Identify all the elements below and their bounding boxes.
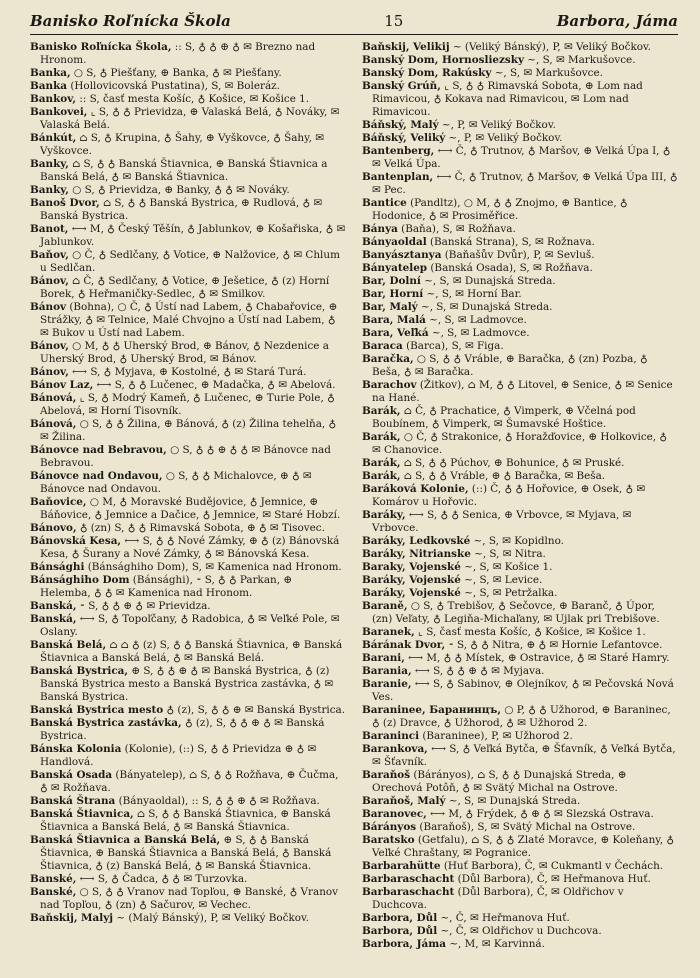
entry-headword: Bara, Veľká: [362, 327, 429, 339]
entry-details: ~, Č, ✉ Oldřichov u Duchcova.: [437, 925, 602, 937]
column-right: [362, 41, 678, 951]
entry-details: (Banská Osada), S, ✉ Rožňava.: [427, 262, 593, 274]
entry-headword: Barbora, Jáma: [362, 938, 447, 950]
entry-details: ○ S, ♁ Trebišov, ♁ Sečovce, ⊕ Baranč, ♁ Úpor, (zn) Veľaty, ♁ Legiňa-Michaľany, ✉ Ujlak pri Trebišove.: [372, 600, 660, 625]
entry-details: ⌂ ⌂ ♁ (z) S, ♁ ♁ Banská Štiavnica, ⊕ Banská Štiavnica a Banská Belá, ♁ ✉ Banská Belá.: [40, 639, 343, 664]
gazetteer-entry: [30, 80, 346, 93]
entry-headword: Bánsághi: [30, 561, 85, 573]
entry-headword: Banská Štiavnica a Banská Belá,: [30, 834, 221, 846]
entry-headword: Baraně,: [362, 600, 408, 612]
gazetteer-entry: [30, 301, 346, 340]
gazetteer-entry: [30, 613, 346, 639]
gazetteer-entry: [362, 795, 678, 808]
entry-headword: Barania,: [362, 665, 412, 677]
entry-headword: Barák,: [362, 470, 401, 482]
entry-details: ⊕ S, ♁ ♁ Banská Štiavnica, ⊕ Banská Štiavnica a Banská Belá, ♁ Banská Štiavnica, ♁ (z) Banská Belá, ♁ ✉ Banská Štiavnica.: [40, 834, 332, 872]
entry-details: ○ M, ♁ ♁ Uherský Brod, ⊕ Bánov, ♁ Nezdenice a Uherský Brod, ♁ Uherský Brod, ✉ Bánov.: [40, 340, 329, 365]
gazetteer-entry: [30, 41, 346, 67]
gazetteer-entry: [362, 912, 678, 925]
entry-details: ○ Č, ♁ Strakonice, ♁ Horažďovice, ⊕ Holkovice, ♁ ✉ Chanovice.: [372, 431, 667, 456]
entry-headword: Banka,: [30, 67, 71, 79]
entry-details: ~, S, ✉ Horní Bar.: [423, 288, 522, 300]
gazetteer-entry: [30, 873, 346, 886]
entry-headword: Banyásztanya: [362, 249, 442, 261]
gazetteer-entry: [30, 223, 346, 249]
entry-details: ⟷ Č, ♁ Trutnov, ♁ Maršov, ⊕ Velká Úpa I, ♁ ✉ Velká Úpa.: [372, 145, 671, 170]
entry-details: ○ M, ♁ Moravské Budějovice, ♁ Jemnice, ⊕ Báňovice, ♁ Jemnice a Dačice, ♁ Jemnice, ✉ Staré Hobzí.: [40, 496, 341, 521]
entry-headword: Bárányos: [362, 821, 417, 833]
gazetteer-entry: [30, 912, 346, 925]
entry-headword: Barák,: [362, 431, 401, 443]
gazetteer-entry: [362, 67, 678, 80]
gazetteer-entry: [30, 639, 346, 665]
entry-headword: Banské,: [30, 873, 77, 885]
entry-details: ~, S, ✉ Ladmovce.: [428, 327, 530, 339]
entry-details: ~, S, ✉ Petržalka.: [460, 587, 558, 599]
entry-headword: Baraninci: [362, 730, 420, 742]
entry-details: ⌂ Č, ♁ Prachatice, ♁ Vimperk, ⊕ Včelná pod Boubínem, ♁ Vimperk, ✉ Šumavské Hoštice.: [372, 405, 636, 430]
gazetteer-entry: [362, 561, 678, 574]
gazetteer-entry: [30, 834, 346, 873]
gazetteer-entry: [362, 665, 678, 678]
entry-headword: Bar, Malý: [362, 301, 418, 313]
entry-headword: Bantenplan,: [362, 171, 434, 183]
entry-headword: Bánov,: [30, 340, 69, 352]
entry-details: (Pandltz), ○ M, ♁ ♁ Znojmo, ⊕ Bantice, ♁ Hodonice, ♁ ✉ Prosiměřice.: [372, 197, 628, 222]
entry-headword: Baráky, Vojenské: [362, 574, 461, 586]
entry-headword: Bányatelep: [362, 262, 428, 274]
entry-details: ~, M, ✉ Karvinná.: [446, 938, 545, 950]
gazetteer-entry: [30, 418, 346, 444]
gazetteer-entry: [30, 470, 346, 496]
gazetteer-entry: [362, 626, 678, 639]
entry-headword: Banská Belá,: [30, 639, 107, 651]
entry-headword: Baraňoš, Malý: [362, 795, 446, 807]
entry-headword: Baranovec,: [362, 808, 427, 820]
columns: [30, 41, 678, 951]
entry-headword: Banská Osada: [30, 769, 113, 781]
entry-details: (Bányaoldal), :: S, ♁ ♁ ⊕ ♁ ✉ Rožňava.: [115, 795, 320, 807]
gazetteer-entry: [362, 197, 678, 223]
entry-headword: Banky,: [30, 184, 69, 196]
entry-headword: Banská,: [30, 600, 77, 612]
gazetteer-entry: [362, 886, 678, 912]
entry-headword: Bankovei,: [30, 106, 88, 118]
entry-details: ⌂ Č, ♁ Sedlčany, ♁ Votice, ⊕ Ješetice, ♁ (z) Horní Borek, ♁ Heřmaničky-Sedlec, ♁ ✉ Smilkov.: [40, 275, 330, 300]
entry-headword: Bara, Malá: [362, 314, 426, 326]
entry-details: ⌂ S, ♁ ♁ Banská Štiavnica, ⊕ Banská Štiavnica a Banská Belá, ♁ ✉ Banská Štiavnica.: [40, 158, 328, 183]
gazetteer-entry: [30, 743, 346, 769]
gazetteer-entry: [362, 41, 678, 54]
page-header: [30, 12, 678, 30]
entry-headword: Bánov,: [30, 275, 69, 287]
entry-headword: Banský Dom, Hornosliezsky: [362, 54, 524, 66]
entry-details: ~, S, ✉ Kopidlno.: [470, 535, 564, 547]
entry-headword: Baranie,: [362, 678, 412, 690]
entry-headword: Baraňoš: [362, 769, 411, 781]
entry-details: ⟷ M, ♁ Frýdek, ♁ ⊕ ♁ ✉ Slezská Ostrava.: [426, 808, 654, 820]
entry-details: ⟷ M, ♁ ♁ Místek, ⊕ Ostravice, ♁ ✉ Staré Hamry.: [404, 652, 670, 664]
entry-headword: Baraninee, Баранинцъ,: [362, 704, 502, 716]
entry-headword: Bantice: [362, 197, 407, 209]
entry-headword: Banské,: [30, 886, 77, 898]
gazetteer-entry: [362, 340, 678, 353]
entry-headword: Bar, Horní: [362, 288, 424, 300]
entry-headword: Baraca: [362, 340, 403, 352]
gazetteer-entry: [362, 652, 678, 665]
column-left: [30, 41, 346, 951]
entry-headword: Bánya: [362, 223, 398, 235]
entry-details: ○ S, ♁ ♁ Vráble, ⊕ Baračka, ♁ (zn) Pozba, ♁ Beša, ♁ ✉ Baračka.: [372, 353, 648, 378]
entry-headword: Barbora, Důl: [362, 912, 438, 924]
entry-details: ○ S, ♁ Prievidza, ⊕ Banky, ♁ ♁ ✉ Nováky.: [68, 184, 290, 196]
entry-details: ○ S, ♁ ♁ Žilina, ⊕ Bánová, ♁ (z) Žilina tehelňa, ♁ ✉ Žilina.: [40, 418, 337, 443]
entry-details: ⟷ Č, ♁ Trutnov, ♁ Maršov, ⊕ Velká Úpa III, ♁ ✉ Pec.: [372, 171, 678, 196]
entry-details: ⟷ S, ♁ Myjava, ⊕ Kostolné, ♁ ✉ Stará Turá.: [68, 366, 307, 378]
entry-headword: Banský Grúň,: [362, 80, 441, 92]
entry-details: ⟷ M, ♁ Český Těšín, ♁ Jablunkov, ⊕ Košařiska, ♁ ✉ Jablunkov.: [40, 223, 346, 248]
gazetteer-entry: [362, 730, 678, 743]
header-rule: [30, 34, 678, 35]
gazetteer-entry: [362, 678, 678, 704]
entry-details: ~, S, ✉ Dunajská Streda.: [420, 275, 556, 287]
entry-headword: Barbaraschacht: [362, 873, 455, 885]
gazetteer-entry: [362, 470, 678, 483]
entry-details: (Bányatelep), ⌂ S, ♁ ♁ Rožňava, ⊕ Čučma, ♁ ✉ Rožňava.: [40, 769, 339, 794]
entry-details: (::) Č, ♁ ♁ Hořovice, ⊕ Osek, ♁ ✉ Komárov u Hořovic.: [372, 483, 646, 508]
entry-details: ⌂ S, ♁ ♁ Banská Bystrica, ⊕ Rudlová, ♁ ✉ Banská Bystrica.: [40, 197, 323, 222]
gazetteer-entry: [362, 457, 678, 470]
entry-details: ⌞ S, ♁ Modrý Kameň, ♁ Lučenec, ⊕ Turie Pole, ♁ Abelová, ✉ Horní Tisovník.: [40, 392, 335, 417]
entry-headword: Bánov Laz,: [30, 379, 94, 391]
entry-headword: Banský Dom, Rakúsky: [362, 67, 492, 79]
entry-headword: Baračka,: [362, 353, 414, 365]
entry-details: (Bánsághi), ⁃ S, ♁ ♁ Parkan, ⊕ Helemba, ♁ ♁ ✉ Kamenica nad Hronom.: [40, 574, 293, 599]
gazetteer-entry: [30, 522, 346, 535]
entry-details: ~, S, ✉ Levice.: [460, 574, 543, 586]
entry-details: (Bánsághiho Dom), S, ✉ Kamenica nad Hronom.: [84, 561, 342, 573]
entry-headword: Barankova,: [362, 743, 428, 755]
gazetteer-entry: [30, 275, 346, 301]
entry-headword: Bánska Kolonia: [30, 743, 122, 755]
entry-details: (Důl Barbora), Č, ✉ Oldřichov v Duchcova.: [372, 886, 624, 911]
gazetteer-entry: [30, 158, 346, 184]
gazetteer-entry: [30, 379, 346, 392]
gazetteer-entry: [362, 301, 678, 314]
entry-headword: Barachov: [362, 379, 417, 391]
entry-headword: Baratsko: [362, 834, 415, 846]
gazetteer-entry: [362, 548, 678, 561]
entry-headword: Bárának Dvor,: [362, 639, 446, 651]
entry-details: ○ S, ♁ Piešťany, ⊕ Banka, ♁ ✉ Piešťany.: [70, 67, 282, 79]
entry-headword: Baráková Kolonie,: [362, 483, 469, 495]
entry-headword: Baráky, Vojenské: [362, 587, 461, 599]
gazetteer-entry: [362, 873, 678, 886]
gazetteer-entry: [362, 509, 678, 535]
gazetteer-entry: [30, 769, 346, 795]
header-left-title: Banisko Roľnícka Škola: [30, 12, 231, 30]
entry-details: ⟷ S, ♁ Čadca, ♁ ♁ ✉ Turzovka.: [76, 873, 248, 885]
entry-details: ⌞ S, ♁ ♁ Rimavská Sobota, ⊕ Lom nad Rimavicou, ♁ Kokava nad Rimavicou, ✉ Lom nad Rimavicou.: [372, 80, 643, 118]
gazetteer-entry: [362, 860, 678, 873]
entry-headword: Baranek,: [362, 626, 415, 638]
entry-headword: Baňskij, Velikij: [362, 41, 450, 53]
gazetteer-entry: [30, 249, 346, 275]
entry-headword: Bantenberg,: [362, 145, 435, 157]
gazetteer-entry: [30, 561, 346, 574]
entry-details: ~, Č, ✉ Heřmanova Huť.: [437, 912, 570, 924]
gazetteer-entry: [30, 574, 346, 600]
entry-details: ○ S, ♁ ♁ ⊕ ♁ ♁ ✉ Bánovce nad Bebravou.: [40, 444, 331, 469]
entry-details: ⟷ S, ♁ Topoľčany, ♁ Radobica, ♁ ✉ Veľké Pole, ✉ Oslany.: [40, 613, 340, 638]
gazetteer-entry: [362, 262, 678, 275]
entry-details: :: S, časť mesta Košíc, ♁ Košice, ✉ Košice 1.: [76, 93, 310, 105]
entry-details: ⟷ S, ♁ ♁ ⊕ ♁ ✉ Myjava.: [411, 665, 545, 677]
gazetteer-entry: [30, 93, 346, 106]
gazetteer-entry: [362, 353, 678, 379]
entry-headword: Bánová,: [30, 392, 77, 404]
entry-headword: Banoš Dvor,: [30, 197, 100, 209]
entry-headword: Barák,: [362, 405, 401, 417]
gazetteer-entry: [362, 431, 678, 457]
gazetteer-entry: [30, 886, 346, 912]
gazetteer-entry: [362, 821, 678, 834]
entry-details: ~, S, ✉ Markušovce.: [524, 54, 636, 66]
entry-headword: Báňský, Veliký: [362, 132, 446, 144]
entry-headword: Baňovice,: [30, 496, 87, 508]
page-number: 15: [384, 12, 404, 30]
entry-details: ~, S, ✉ Dunajská Streda.: [445, 795, 581, 807]
entry-headword: Bánovská Kesa,: [30, 535, 122, 547]
entry-details: ⌂ S, ♁ Krupina, ♁ Šahy, ⊕ Vyškovce, ♁ Šahy, ✉ Vyškovce.: [40, 132, 324, 157]
entry-headword: Banská Bystrica mesto: [30, 704, 164, 716]
gazetteer-entry: [30, 704, 346, 717]
gazetteer-entry: [362, 574, 678, 587]
entry-details: (Důl Barbora), Č, ✉ Heřmanova Huť.: [454, 873, 651, 885]
gazetteer-entry: [362, 275, 678, 288]
entry-headword: Banská Bystrica,: [30, 665, 129, 677]
entry-headword: Banská Štiavnica,: [30, 808, 134, 820]
entry-details: :: S, ♁ ♁ ⊕ ♁ ✉ Brezno nad Hronom.: [40, 41, 316, 66]
entry-headword: Banisko Roľnícka Škola,: [30, 41, 172, 53]
gazetteer-entry: [362, 769, 678, 795]
gazetteer-entry: [362, 223, 678, 236]
entry-headword: Baráky, Nitrianske: [362, 548, 471, 560]
entry-headword: Baňskij, Malyj: [30, 912, 114, 924]
entry-details: (Getfalu), ⌂ S, ♁ ♁ Zlaté Moravce, ⊕ Koleňany, ♁ Veľké Chraštany, ✉ Pogranice.: [372, 834, 674, 859]
gazetteer-entry: [30, 340, 346, 366]
entry-headword: Barbora, Důl: [362, 925, 438, 937]
entry-headword: Banská,: [30, 613, 77, 625]
gazetteer-entry: [362, 249, 678, 262]
gazetteer-entry: [362, 236, 678, 249]
entry-headword: Bankov,: [30, 93, 77, 105]
entry-details: ○ S, ♁ ♁ Vranov nad Topľou, ⊕ Banské, ♁ Vranov nad Topľou, ♁ (zn) ♁ Sačurov, ✉ Vechec.: [40, 886, 339, 911]
gazetteer-entry: [362, 925, 678, 938]
gazetteer-entry: [362, 80, 678, 119]
entry-details: ~, S, ✉ Košice 1.: [460, 561, 553, 573]
gazetteer-entry: [362, 483, 678, 509]
entry-details: ⌂ S, ♁ ♁ Banská Štiavnica, ⊕ Banská Štiavnica a Banská Belá, ♁ ✉ Banská Štiavnica.: [40, 808, 331, 833]
entry-details: ⁃ S, ♁ ♁ Nitra, ⊕ ♁ ✉ Hornie Lefantovce.: [445, 639, 663, 651]
entry-details: ⟷ S, ♁ Sabinov, ⊕ Olejníkov, ♁ ✉ Pečovská Nová Ves.: [372, 678, 674, 703]
gazetteer-entry: [362, 834, 678, 860]
entry-details: ♁ (z), S, ♁ ♁ ⊕ ♁ ✉ Banská Bystrica.: [40, 717, 325, 742]
entry-headword: Banská Štrana: [30, 795, 116, 807]
entry-details: ~, S, ✉ Nitra.: [470, 548, 546, 560]
entry-details: ⌞ S, ♁ ♁ Prievidza, ⊕ Valaská Belá, ♁ Nováky, ✉ Valaská Belá.: [40, 106, 340, 131]
entry-details: ○ S, ♁ ♁ Michalovce, ⊕ ♁ ✉ Bánovce nad Ondavou.: [40, 470, 312, 495]
entry-headword: Banot,: [30, 223, 69, 235]
entry-headword: Barák,: [362, 457, 401, 469]
entry-headword: Bar, Dolní: [362, 275, 421, 287]
entry-headword: Bánovo,: [30, 522, 77, 534]
gazetteer-entry: [30, 717, 346, 743]
entry-headword: Baráky,: [362, 509, 406, 521]
gazetteer-entry: [362, 600, 678, 626]
entry-headword: Báňský, Malý: [362, 119, 439, 131]
entry-headword: Bánsághiho Dom: [30, 574, 130, 586]
gazetteer-entry: [30, 600, 346, 613]
entry-details: ⟷ S, ♁ ♁ Senica, ⊕ Vrbovce, ✉ Myjava, ✉ Vrbovce.: [372, 509, 632, 534]
gazetteer-entry: [362, 405, 678, 431]
entry-headword: Bánovce nad Bebravou,: [30, 444, 167, 456]
gazetteer-entry: [30, 665, 346, 704]
gazetteer-entry: [362, 379, 678, 405]
entry-headword: Bánovce nad Ondavou,: [30, 470, 163, 482]
entry-headword: Banská Bystrica zastávka,: [30, 717, 182, 729]
gazetteer-entry: [362, 808, 678, 821]
entry-details: ~, P, ✉ Veliký Bočkov.: [438, 119, 556, 131]
entry-details: (Kolonie), (::) S, ♁ ♁ Prievidza ⊕ ♁ ✉ Handlová.: [40, 743, 317, 768]
entry-headword: Barbaraschacht: [362, 886, 455, 898]
entry-headword: Baráky, Ledkovské: [362, 535, 471, 547]
gazetteer-entry: [30, 106, 346, 132]
entry-headword: Bánkút,: [30, 132, 77, 144]
header-right-title: Barbora, Jáma: [556, 12, 678, 30]
entry-headword: Banka: [30, 80, 68, 92]
gazetteer-entry: [30, 535, 346, 561]
entry-headword: Barani,: [362, 652, 405, 664]
gazetteer-entry: [362, 132, 678, 145]
entry-details: (Žitkov), ⌂ M, ♁ ♁ Litovel, ⊕ Senice, ♁ ✉ Senice na Hané.: [372, 379, 673, 404]
gazetteer-entry: [30, 392, 346, 418]
gazetteer-entry: [30, 795, 346, 808]
entry-details: (Huť Barbora), Č, ✉ Cukmantl v Čechách.: [440, 860, 664, 872]
entry-details: ~ (Malý Bánský), P, ✉ Veliký Bočkov.: [113, 912, 309, 924]
gazetteer-entry: [362, 327, 678, 340]
entry-headword: Bánov,: [30, 366, 69, 378]
entry-details: (Baraňoš), S, ✉ Svätý Michal na Ostrove.: [416, 821, 636, 833]
gazetteer-entry: [362, 639, 678, 652]
gazetteer-entry: [362, 119, 678, 132]
entry-details: ⌂ S, ♁ ♁ Vráble, ⊕ ♁ Baračka, ✉ Beša.: [400, 470, 606, 482]
gazetteer-entry: [30, 366, 346, 379]
entry-details: ⟷ S, ♁ ♁ Nové Zámky, ⊕ ♁ (z) Bánovská Kesa, ♁ Šurany a Nové Zámky, ♁ ✉ Bánovská Kesa.: [40, 535, 340, 560]
entry-details: ♁ (z), S, ♁ ♁ ⊕ ✉ Banská Bystrica.: [163, 704, 346, 716]
entry-details: ~, P, ✉ Veliký Bočkov.: [445, 132, 563, 144]
gazetteer-entry: [30, 808, 346, 834]
gazetteer-entry: [362, 938, 678, 951]
entry-details: (Baraninee), P, ✉ Užhorod 2.: [419, 730, 573, 742]
entry-details: ♁ (zn) S, ♁ ♁ Rimavská Sobota, ⊕ ♁ ✉ Tisovec.: [76, 522, 325, 534]
gazetteer-entry: [362, 288, 678, 301]
entry-headword: Barbarahütte: [362, 860, 441, 872]
gazetteer-entry: [30, 184, 346, 197]
entry-details: ~, S, ✉ Ladmovce.: [425, 314, 527, 326]
gazetteer-entry: [30, 197, 346, 223]
gazetteer-entry: [362, 54, 678, 67]
entry-details: ~, S, ✉ Markušovce.: [491, 67, 603, 79]
entry-headword: Baňov,: [30, 249, 69, 261]
gazetteer-entry: [30, 496, 346, 522]
entry-details: ⁃ S, ♁ ♁ ⊕ ♁ ✉ Prievidza.: [76, 600, 211, 612]
entry-details: ⊕ S, ♁ ♁ ⊕ ♁ ✉ Banská Bystrica, ♁ (z) Banská Bystrica mesto a Banská Bystrica zastávka, ♁ ✉ Banská Bystrica.: [40, 665, 334, 703]
gazetteer-entry: [362, 587, 678, 600]
gazetteer-entry: [362, 314, 678, 327]
entry-details: ○ Č, ♁ Sedlčany, ♁ Votice, ⊕ Nalžovice, ♁ ✉ Chlum u Sedlčan.: [40, 249, 340, 274]
gazetteer-entry: [30, 444, 346, 470]
entry-details: ○ P, ♁ ♁ Užhorod, ⊕ Baraninec, ♁ (z) Dravce, ♁ Užhorod, ♁ ✉ Užhorod 2.: [372, 704, 671, 729]
entry-headword: Baraky, Vojenské: [362, 561, 461, 573]
gazetteer-entry: [362, 535, 678, 548]
entry-details: (Banská Strana), S, ✉ Rožnava.: [426, 236, 595, 248]
entry-details: ⌞ S, časť mesta Košíc, ♁ Košice, ✉ Košice 1.: [414, 626, 646, 638]
entry-headword: Banky,: [30, 158, 69, 170]
entry-headword: Bányaoldal: [362, 236, 427, 248]
entry-details: ~, S, ✉ Dunajská Streda.: [417, 301, 553, 313]
entry-headword: Bánová,: [30, 418, 77, 430]
entry-details: (Bohna), ○ Č, ♁ Ústí nad Labem, ♁ Chabařovice, ⊕ Strážky, ♁ ✉ Telnice, Malé Chvojno a Ústí nad Labem, ♁ ✉ Bukov u Ústí nad Labem.: [40, 301, 338, 339]
gazetteer-entry: [30, 132, 346, 158]
gazetteer-entry: [30, 67, 346, 80]
entry-details: (Barca), S, ✉ Figa.: [402, 340, 504, 352]
gazetteer-entry: [362, 171, 678, 197]
entry-details: (Hollovicovská Pustatina), S, ✉ Boleráz.: [67, 80, 280, 92]
entry-details: (Baňa), S, ✉ Rožňava.: [397, 223, 516, 235]
entry-details: (Baňašův Dvůr), P, ✉ Sevluš.: [441, 249, 595, 261]
entry-details: ~ (Veliký Bánský), P, ✉ Veliký Bočkov.: [449, 41, 651, 53]
entry-details: ⟷ S, ♁ Veľká Bytča, ⊕ Šťavník, ♁ Veľká Bytča, ✉ Šťavník.: [372, 743, 676, 768]
gazetteer-entry: [362, 145, 678, 171]
entry-headword: Bánov: [30, 301, 67, 313]
entry-details: ⟷ S, ♁ ♁ Lučenec, ⊕ Madačka, ♁ ✉ Abelová.: [93, 379, 336, 391]
entry-details: ⌂ S, ♁ ♁ Púchov, ⊕ Bohunice, ♁ ✉ Pruské.: [400, 457, 625, 469]
gazetteer-entry: [362, 704, 678, 730]
gazetteer-entry: [362, 743, 678, 769]
entry-details: (Bárányos), ⌂ S, ♁ ♁ Dunajská Streda, ⊕ Orechová Potôň, ♁ ✉ Svätý Michal na Ostrove.: [372, 769, 627, 794]
